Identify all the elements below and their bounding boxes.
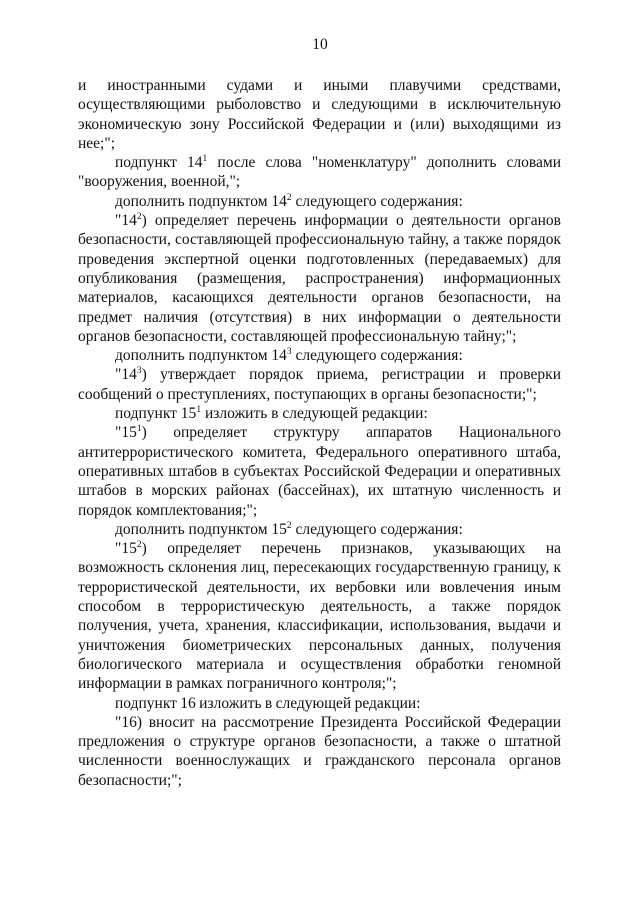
- paragraph: [78, 713, 561, 790]
- paragraph: [78, 423, 561, 519]
- superscript-index: 1: [136, 424, 142, 435]
- text-run: "14: [115, 212, 137, 230]
- superscript-index: 2: [136, 212, 142, 223]
- text-run: ) утверждает порядок приема, регистрации и проверки сообщений о преступлениях, поступающих в органы безопасности;";: [78, 366, 561, 403]
- text-run: "15: [115, 540, 137, 558]
- page-number: 10: [312, 36, 328, 53]
- superscript-index: 3: [286, 347, 292, 358]
- text-run: дополнить подпунктом 14: [115, 347, 287, 365]
- paragraph: [78, 346, 561, 365]
- text-run: следующего содержания:: [291, 192, 463, 210]
- paragraph: [78, 192, 561, 211]
- text-run: ) определяет перечень информации о деятельности органов безопасности, составляющей профессиональную тайну, а также порядок проведения экспертной оценки подготовленных (передаваемых) для опубликования (размещения, распространения) информационных материалов, касающихся деятельности органов безопасности, на предмет наличия (отсутствия) в них информации о деятельности органов безопасности, составляющей профессиональную тайну;";: [78, 212, 561, 345]
- paragraph: [78, 404, 561, 423]
- text-run: следующего содержания:: [291, 520, 463, 538]
- text-run: дополнить подпунктом 15: [115, 520, 287, 538]
- paragraph: [78, 153, 561, 192]
- text-run: после слова "номенклатуру" дополнить словами "вооружения, военной,";: [78, 154, 561, 191]
- text-run: подпункт 14: [115, 154, 203, 172]
- text-run: подпункт 16 изложить в следующей редакции:: [115, 694, 421, 712]
- paragraph: [78, 539, 561, 693]
- superscript-index: 3: [136, 366, 142, 377]
- text-run: "14: [115, 366, 137, 384]
- superscript-index: 1: [196, 405, 202, 416]
- paragraph: [78, 76, 561, 153]
- text-run: "16) вносит на рассмотрение Президента Российской Федерации предложения о структуре органов безопасности, а также о штатной численности военнослужащих и гражданского персонала органов безопасности;";: [78, 713, 561, 789]
- text-run: ) определяет перечень признаков, указывающих на возможность склонения лиц, пересекающих государственную границу, к террористической деятельности, их вербовки или вовлечения иным способом в террористическую деятельность, а также порядок получения, учета, хранения, классификации, использования, выдачи и уничтожения биометрических персональных данных, получения биологического материала и осуществления обработки геномной информации в рамках пограничного контроля;";: [78, 540, 561, 693]
- superscript-index: 1: [202, 154, 208, 165]
- superscript-index: 2: [136, 540, 142, 551]
- text-run: подпункт 15: [115, 405, 197, 423]
- paragraph: [78, 520, 561, 539]
- superscript-index: 2: [286, 192, 292, 203]
- document-body: [78, 76, 561, 790]
- paragraph: [78, 365, 561, 404]
- text-run: следующего содержания:: [291, 347, 463, 365]
- text-run: "15: [115, 424, 137, 442]
- text-run: и иностранными судами и иными плавучими средствами, осуществляющими рыболовство и следующими в исключительную экономическую зону Российской Федерации и (или) выходящими из нее;";: [78, 77, 561, 152]
- text-run: дополнить подпунктом 14: [115, 192, 287, 210]
- paragraph: [78, 211, 561, 346]
- paragraph: [78, 694, 561, 713]
- text-run: ) определяет структуру аппаратов Национального антитеррористического комитета, Федерального оперативного штаба, оперативных штабов в субъектах Российской Федерации и оперативных штабов в морских районах (бассейнах), их штатную численность и порядок комплектования;";: [78, 424, 561, 519]
- superscript-index: 2: [286, 520, 292, 531]
- text-run: изложить в следующей редакции:: [201, 405, 428, 423]
